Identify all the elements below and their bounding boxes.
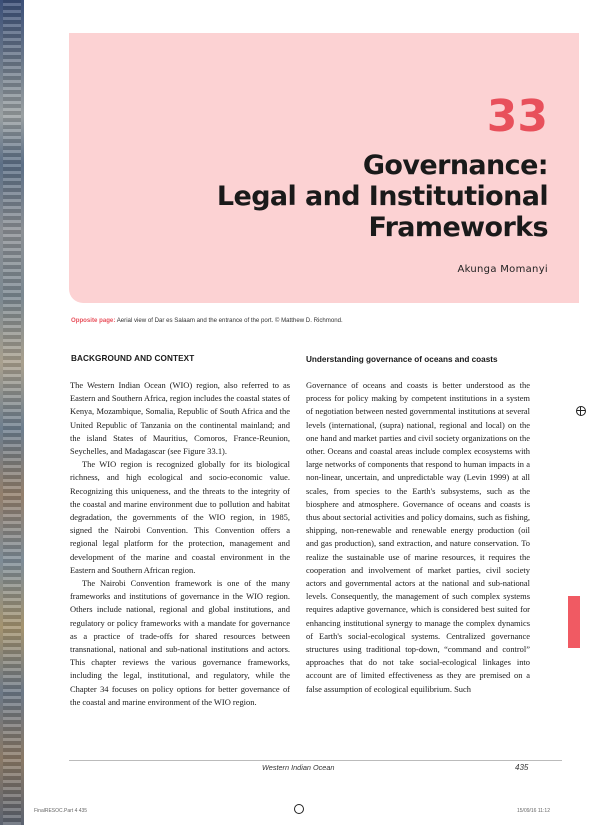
body-paragraph: The Western Indian Ocean (WIO) region, also referred to as Eastern and Southern Africa, region includes the coastal states of Kenya, Mozambique, Somalia, Republic of South Africa and the United Republic of Tanzania on the continental mainland; and the island States of Mauritius, Comoros, France-Reunion, Seychelles, and Madagascar (see Figure 33.1). xyxy=(70,380,290,457)
cover-photo-strip xyxy=(0,0,29,825)
print-slug-date: 15/09/16 11:12 xyxy=(517,808,550,814)
print-slug-file: FinalRESOC.Part 4 435 xyxy=(34,808,88,814)
footer-journal-title: Western Indian Ocean xyxy=(262,763,335,772)
footer-divider xyxy=(69,760,562,761)
body-paragraph: The Nairobi Convention framework is one of the many frameworks and institutions of governance in the WIO region. Others include national, regional and global institutions, and regulatory or policy frameworks with a mandate for governance as a practice of trade-offs for shared resources between transnational, national and sub-national institutions and actors. This chapter reviews the various governance frameworks, including the legal, institutional, and regulatory, while the Chapter 34 focuses on policy options for better governance of the coastal and marine environment of the WIO region. xyxy=(70,578,290,707)
body-paragraph: Governance of oceans and coasts is better understood as the process for policy making by competent institutions in a system of negotiation between nested governmental institutions at several levels (international, (supra) national, regional and local) on the one hand and market parties and civil society organizations on the other. Oceans and coastal areas include complex ecosystems with large networks of components that respond to human impacts in a non-linear, uncertain, and unpredictable way (Levin 1999) at all scales, from species to the Earth's subsystems, such as the biosphere and atmosphere. Governance of oceans and coasts is thus about sectorial activities and policy domains, such as fishing, shipping, non-renewable and renewable energy production (oil and gas production), sand extraction, and nature conservation. To realize the sustainable use of marine resources, it requires the cooperation and involvement of market parties, civil society actors and governmental actors at the national and sub-national levels. Consequently, the management of such complex systems requires adaptive governance, which is considered best suited for enhancing institutional synergy to manage the complex dynamics of Earth's social-ecological systems. Centralized governance structures using traditional top-down, “command and control” approaches that do not take social-ecological linkages into account are of limited effectiveness as they are premised on a false assumption of ecological equilibrium. Such xyxy=(306,380,530,694)
chapter-title xyxy=(128,150,548,243)
left-text-column xyxy=(70,379,290,709)
caption-text: Aerial view of Dar es Salaam and the entrance of the port. © Matthew D. Richmond. xyxy=(115,317,343,324)
photo-texture xyxy=(3,0,21,825)
page-number: 435 xyxy=(515,763,529,772)
chapter-title-line: Legal and Institutional xyxy=(216,181,548,212)
registration-mark-icon xyxy=(576,406,586,416)
registration-mark-icon xyxy=(294,804,304,814)
photo-caption xyxy=(71,317,343,324)
chapter-title-line: Governance: xyxy=(362,150,548,181)
subsection-heading-governance: Understanding governance of oceans and coasts xyxy=(306,355,498,364)
chapter-author: Akunga Momanyi xyxy=(457,264,548,275)
section-tab-marker xyxy=(568,596,580,648)
chapter-title-line: Frameworks xyxy=(368,212,548,243)
chapter-number: 33 xyxy=(486,91,548,142)
body-paragraph: The WIO region is recognized globally for its biological richness, and high ecological and socio-economic value. Recognizing this uniqueness, and the threats to the integrity of the coastal and marine environment due to pollution and habitat degradation, the governments of the WIO region, in 1985, signed the Nairobi Convention. This Convention offers a regional legal platform for the protection, management and development of the marine and coastal environment in the Eastern and Southern African region. xyxy=(70,459,290,575)
right-text-column xyxy=(306,379,530,696)
caption-label: Opposite page: xyxy=(71,317,116,324)
section-heading-background: BACKGROUND AND CONTEXT xyxy=(71,354,195,363)
